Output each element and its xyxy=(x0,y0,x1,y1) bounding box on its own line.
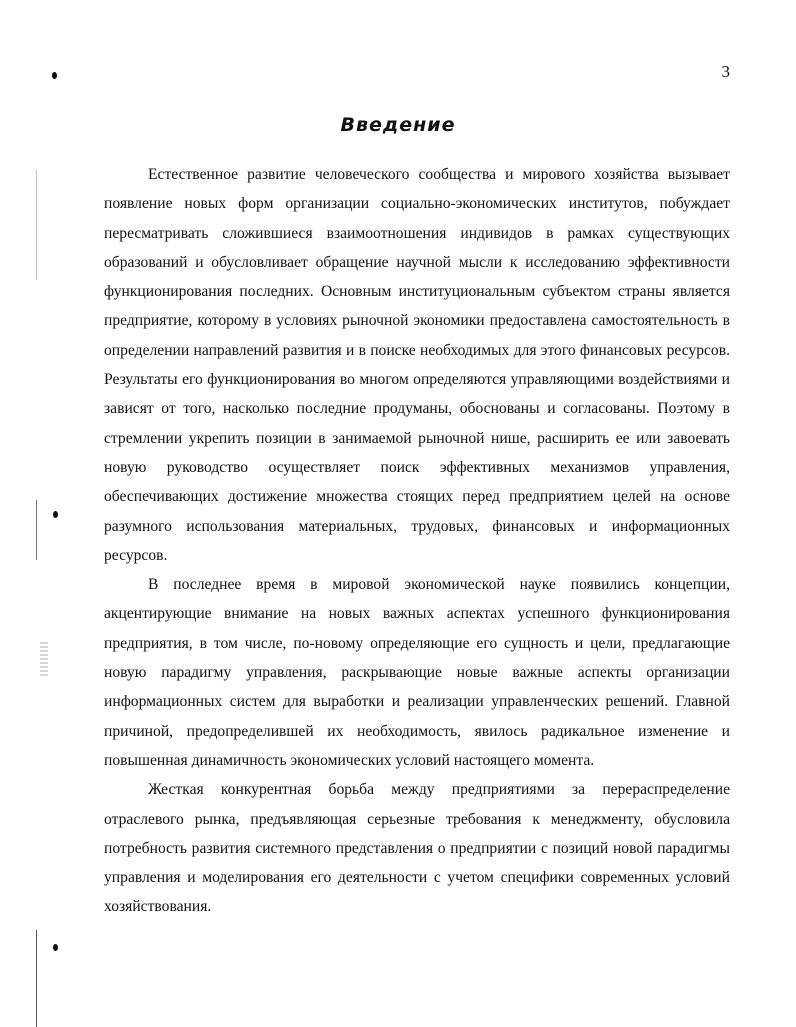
scan-artifact-smudge xyxy=(40,640,48,676)
scan-artifact-dot xyxy=(52,72,57,79)
page-title: Введение xyxy=(340,114,456,136)
scan-artifact-dot xyxy=(53,511,58,518)
paragraph: В последнее время в мировой экономической науке появились концепции, акцентирующие внимание на новых важных аспектах успешного функционирования предприятия, в том числе, по-новому определяющие его сущность и цели, предлагающие новую парадигму управления, раскрывающие новые важные аспекты организации информационных систем для выработки и реализации управленческих решений. Главной причиной, предопределившей их необходимость, явилось радикальное изменение и повышенная динамичность экономических условий настоящего момента. xyxy=(104,576,730,769)
scan-artifact-line xyxy=(36,930,37,1027)
paragraph: Жесткая конкурентная борьба между предприятиями за перераспределение отраслевого рынка, предъявляющая серьезные требования к менеджменту, обусловила потребность развития системного представления о предприятии с позиций новой парадигмы управления и моделирования его деятельности с учетом специфики современных условий хозяйствования. xyxy=(104,781,730,916)
paragraph: Естественное развитие человеческого сообщества и мирового хозяйства вызывает появление новых форм организации социально-экономических институтов, побуждает пересматривать сложившиеся взаимоотношения индивидов в рамках существующих образований и обусловливает обращение научной мысли к исследованию эффективности функционирования последних. Основным институциональным субъектом страны является предприятие, которому в условиях рыночной экономики предоставлена самостоятельность в определении направлений развития и в поиске необходимых для этого финансовых ресурсов. Результаты его функционирования во многом определяются управляющими воздействиями и зависят от того, насколько последние продуманы, обоснованы и согласованы. Поэтому в стремлении укрепить позиции в занимаемой рыночной нише, расширить ее или завоевать новую руководство осуществляет поиск эффективных механизмов управления, обеспечивающих достижение множества стоящих перед предприятием целей на основе разумного использования материальных, трудовых, финансовых и информационных ресурсов. xyxy=(104,166,730,564)
scan-artifact-line xyxy=(36,170,37,280)
page-number: 3 xyxy=(721,62,730,81)
body-text xyxy=(104,160,730,922)
scan-artifact-dot xyxy=(53,944,58,951)
scan-artifact-line xyxy=(36,500,37,560)
